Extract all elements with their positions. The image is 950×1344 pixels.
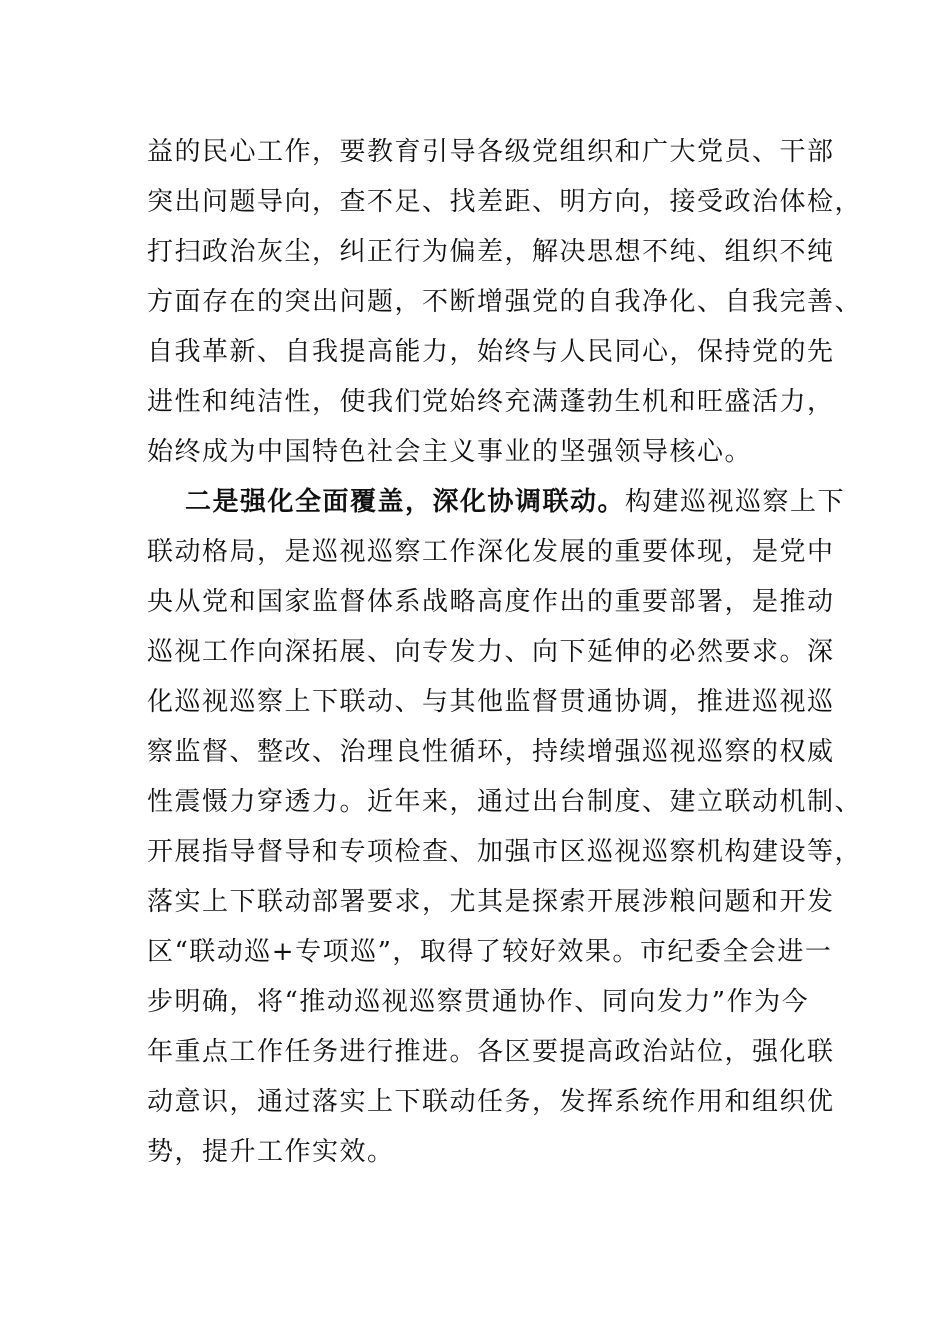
text-line: 益的民心工作，要教育引导各级党组织和广大党员、干部	[147, 137, 835, 167]
text-line: 步明确，将“推动巡视巡察贯通协作、同向发力”作为今	[147, 987, 810, 1017]
text-line: 开展指导督导和专项检查、加强市区巡视巡察机构建设等，	[147, 837, 863, 867]
paragraph-2-first-line	[147, 477, 846, 527]
paragraph-1	[147, 127, 863, 477]
text-line: 方面存在的突出问题，不断增强党的自我净化、自我完善、	[147, 287, 863, 317]
text-line: 化巡视巡察上下联动、与其他监督贯通协调，推进巡视巡	[147, 687, 835, 717]
text-line: 打扫政治灰尘，纠正行为偏差，解决思想不纯、组织不纯	[147, 237, 835, 267]
text-line: 动意识，通过落实上下联动任务，发挥系统作用和组织优	[147, 1087, 835, 1117]
text-line: 区“联动巡+专项巡”，取得了较好效果。市纪委全会进一	[147, 937, 833, 967]
text-line: 落实上下联动部署要求，尤其是探索开展涉粮问题和开发	[147, 887, 835, 917]
paragraph-heading: 二是强化全面覆盖，深化协调联动。	[185, 487, 626, 517]
text-line: 突出问题导向，查不足、找差距、明方向，接受政治体检，	[147, 187, 863, 217]
text-line: 性震慑力穿透力。近年来，通过出台制度、建立联动机制、	[147, 787, 863, 817]
text-run: 构建巡视巡察上下	[625, 487, 846, 517]
text-line: 自我革新、自我提高能力，始终与人民同心，保持党的先	[147, 337, 835, 367]
document-body	[147, 127, 863, 1177]
text-line: 年重点工作任务进行推进。各区要提高政治站位，强化联	[147, 1037, 835, 1067]
paragraph-2	[147, 477, 863, 1177]
text-line: 央从党和国家监督体系战略高度作出的重要部署，是推动	[147, 587, 835, 617]
text-line: 势，提升工作实效。	[147, 1137, 395, 1167]
text-line: 进性和纯洁性，使我们党始终充满蓬勃生机和旺盛活力，	[147, 387, 835, 417]
text-line: 联动格局，是巡视巡察工作深化发展的重要体现，是党中	[147, 537, 835, 567]
text-line: 始终成为中国特色社会主义事业的坚强领导核心。	[147, 437, 753, 467]
text-line: 巡视工作向深拓展、向专发力、向下延伸的必然要求。深	[147, 637, 835, 667]
text-line: 察监督、整改、治理良性循环，持续增强巡视巡察的权威	[147, 737, 835, 767]
